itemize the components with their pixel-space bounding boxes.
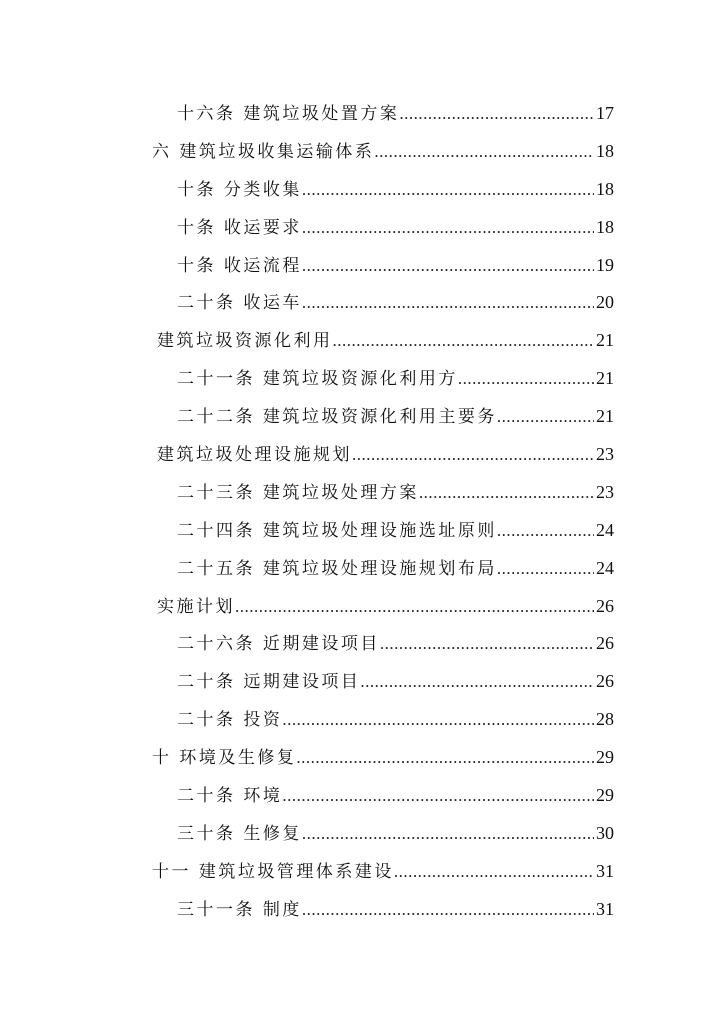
toc-page-number: 20 bbox=[596, 292, 614, 313]
toc-entry[interactable] bbox=[0, 133, 724, 171]
toc-page-number: 23 bbox=[596, 481, 614, 502]
toc-leader-dots bbox=[235, 588, 594, 626]
toc-page-number: 31 bbox=[596, 898, 614, 919]
toc-leader-dots bbox=[497, 398, 594, 436]
toc-page-number: 29 bbox=[596, 785, 614, 806]
toc-entry-title: 十六条 建筑垃圾处置方案 bbox=[177, 104, 400, 124]
toc-entry[interactable] bbox=[0, 853, 724, 891]
toc-entry[interactable] bbox=[0, 663, 724, 701]
toc-entry[interactable] bbox=[0, 171, 724, 209]
toc-page-number: 29 bbox=[596, 747, 614, 768]
toc-entry[interactable] bbox=[0, 95, 724, 133]
toc-leader-dots bbox=[497, 512, 594, 550]
toc-entry-title: 十条 收运要求 bbox=[177, 217, 302, 238]
toc-entry[interactable] bbox=[0, 284, 724, 322]
toc-leader-dots bbox=[302, 247, 594, 285]
toc-entry-title: 二十条 远期建设项目 bbox=[177, 672, 361, 693]
table-of-contents bbox=[0, 95, 724, 929]
toc-page-number: 31 bbox=[596, 860, 614, 881]
toc-leader-dots bbox=[302, 171, 594, 209]
toc-entry[interactable] bbox=[0, 815, 724, 853]
toc-page-number: 18 bbox=[596, 140, 614, 161]
toc-leader-dots bbox=[352, 436, 594, 474]
toc-entry[interactable] bbox=[0, 512, 724, 550]
toc-page-number: 18 bbox=[596, 216, 614, 237]
toc-entry[interactable] bbox=[0, 474, 724, 512]
toc-leader-dots bbox=[360, 663, 594, 701]
toc-page-number: 17 bbox=[596, 103, 614, 123]
toc-entry-title: 建筑垃圾资源化利用 bbox=[157, 331, 333, 352]
toc-page-number: 30 bbox=[596, 822, 614, 843]
toc-entry[interactable] bbox=[0, 398, 724, 436]
toc-entry-title: 三十条 生修复 bbox=[177, 823, 302, 844]
toc-entry-title: 三十一条 制度 bbox=[177, 899, 302, 920]
toc-page-number: 26 bbox=[596, 671, 614, 692]
toc-leader-dots bbox=[302, 891, 594, 929]
toc-entry-title: 二十六条 近期建设项目 bbox=[177, 634, 380, 655]
toc-entry[interactable] bbox=[0, 550, 724, 588]
toc-entry[interactable] bbox=[0, 436, 724, 474]
toc-entry-title: 二十条 环境 bbox=[177, 786, 283, 807]
toc-entry-title: 建筑垃圾处理设施规划 bbox=[157, 445, 352, 466]
toc-entry[interactable] bbox=[0, 739, 724, 777]
toc-entry-title: 实施计划 bbox=[157, 596, 235, 617]
toc-page-number: 28 bbox=[596, 709, 614, 730]
toc-entry-title: 十 环境及生修复 bbox=[152, 748, 297, 769]
toc-page-number: 26 bbox=[596, 595, 614, 616]
toc-entry-title: 二十四条 建筑垃圾处理设施选址原则 bbox=[177, 520, 497, 541]
toc-leader-dots bbox=[399, 95, 594, 133]
toc-entry-title: 二十条 投资 bbox=[177, 710, 283, 731]
toc-leader-dots bbox=[282, 701, 594, 739]
toc-page-number: 24 bbox=[596, 519, 614, 540]
toc-page-number: 24 bbox=[596, 557, 614, 578]
toc-entry-title: 十条 收运流程 bbox=[177, 255, 302, 276]
toc-leader-dots bbox=[380, 625, 594, 663]
toc-leader-dots bbox=[333, 322, 595, 360]
toc-entry[interactable] bbox=[0, 891, 724, 929]
toc-page-number: 19 bbox=[596, 254, 614, 275]
toc-entry-title: 二十二条 建筑垃圾资源化利用主要务 bbox=[177, 407, 497, 428]
toc-leader-dots bbox=[419, 474, 594, 512]
toc-leader-dots bbox=[302, 284, 594, 322]
toc-entry[interactable] bbox=[0, 777, 724, 815]
toc-leader-dots bbox=[497, 550, 594, 588]
toc-entry-title: 六 建筑垃圾收集运输体系 bbox=[152, 141, 375, 162]
toc-entry[interactable] bbox=[0, 247, 724, 285]
toc-entry-title: 二十三条 建筑垃圾处理方案 bbox=[177, 482, 419, 503]
toc-page-number: 26 bbox=[596, 633, 614, 654]
toc-leader-dots bbox=[302, 209, 594, 247]
toc-leader-dots bbox=[296, 739, 594, 777]
toc-entry[interactable] bbox=[0, 625, 724, 663]
toc-entry-title: 二十五条 建筑垃圾处理设施规划布局 bbox=[177, 558, 497, 579]
toc-entry-title: 十条 分类收集 bbox=[177, 179, 302, 200]
toc-entry-title: 二十一条 建筑垃圾资源化利用方 bbox=[177, 369, 458, 390]
toc-page-number: 21 bbox=[596, 368, 614, 389]
toc-entry-title: 二十条 收运车 bbox=[177, 293, 302, 314]
toc-leader-dots bbox=[394, 853, 594, 891]
toc-page-number: 23 bbox=[596, 444, 614, 465]
toc-page-number: 21 bbox=[596, 406, 614, 427]
toc-entry[interactable] bbox=[0, 701, 724, 739]
toc-page-number: 18 bbox=[596, 178, 614, 199]
toc-leader-dots bbox=[302, 815, 594, 853]
toc-leader-dots bbox=[282, 777, 594, 815]
toc-leader-dots bbox=[374, 133, 594, 171]
toc-entry-title: 十一 建筑垃圾管理体系建设 bbox=[152, 861, 394, 882]
toc-page-number: 21 bbox=[596, 330, 614, 351]
toc-entry[interactable] bbox=[0, 322, 724, 360]
toc-leader-dots bbox=[458, 360, 594, 398]
toc-entry[interactable] bbox=[0, 588, 724, 626]
toc-entry[interactable] bbox=[0, 209, 724, 247]
toc-entry[interactable] bbox=[0, 360, 724, 398]
